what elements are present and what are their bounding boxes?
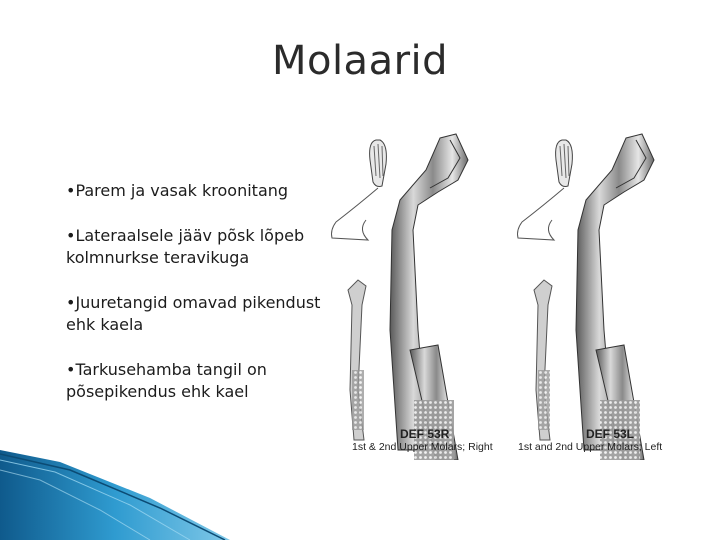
forceps-left-53l bbox=[518, 134, 655, 460]
bullet-item: •Parem ja vasak kroonitang bbox=[66, 181, 289, 200]
forceps-right-53r bbox=[332, 134, 469, 460]
slide-title: Molaarid bbox=[271, 38, 449, 84]
bullet-item: •Juuretangid omavad pikendust ehk kaela bbox=[66, 293, 321, 334]
right-forceps-code: DEF 53L bbox=[586, 427, 635, 441]
bullet-item: •Lateraalsele jääv põsk lõpeb kolmnurkse teravikuga bbox=[66, 226, 305, 267]
left-forceps-code: DEF 53R bbox=[400, 427, 450, 441]
bullet-list bbox=[66, 180, 336, 426]
right-forceps-description: 1st and 2nd Upper Molars; Left bbox=[518, 441, 663, 453]
forceps-figure bbox=[318, 130, 718, 460]
corner-decoration bbox=[0, 450, 260, 540]
forceps-illustration bbox=[318, 130, 718, 460]
bullet-item: •Tarkusehamba tangil on põsepikendus ehk kael bbox=[66, 360, 267, 401]
left-forceps-description: 1st & 2nd Upper Molars; Right bbox=[352, 441, 493, 453]
